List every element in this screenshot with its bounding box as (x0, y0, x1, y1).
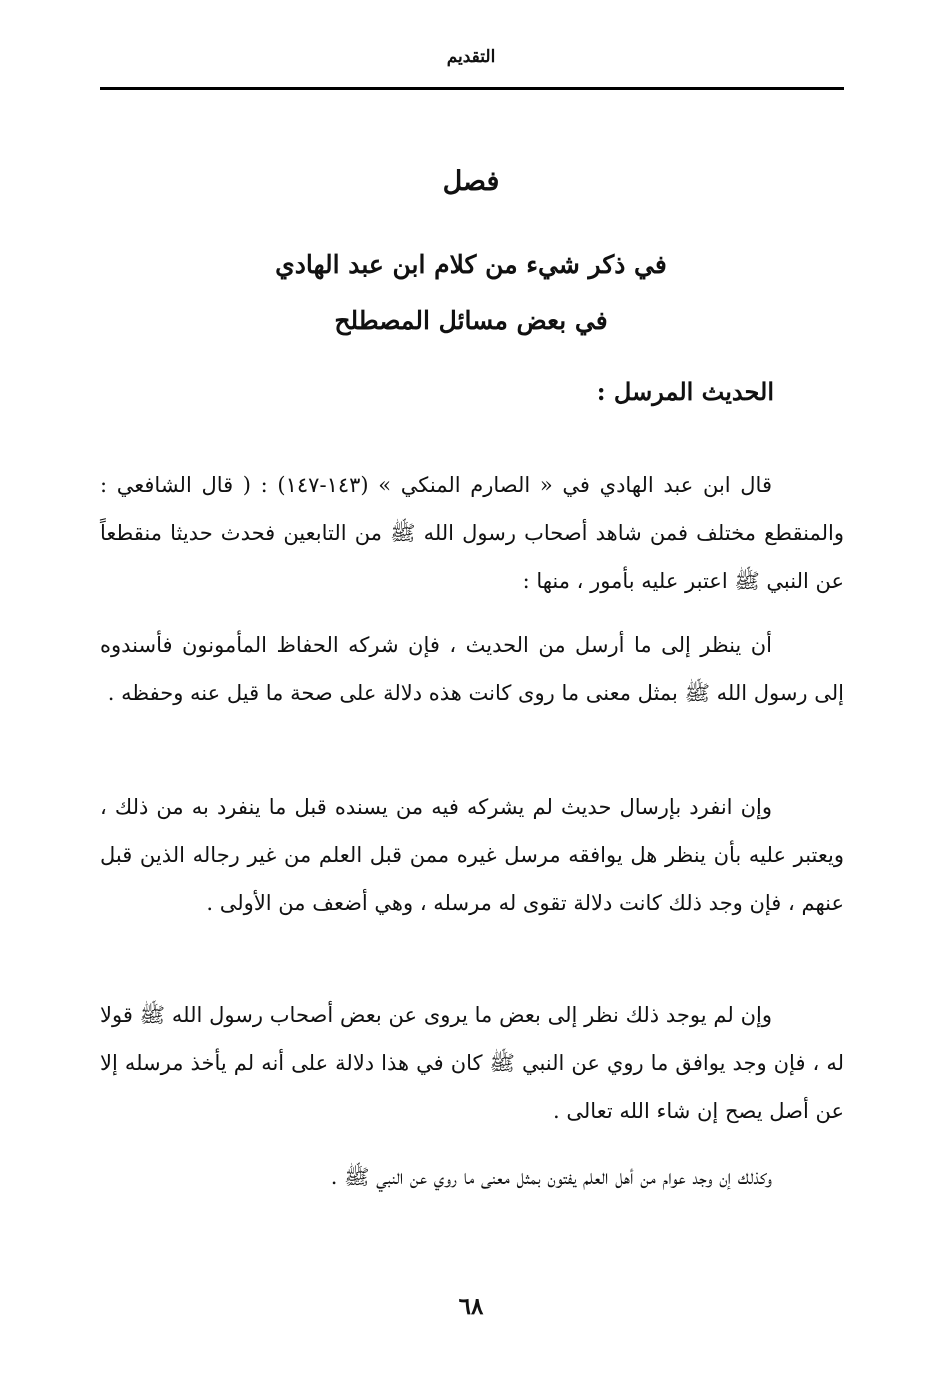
paragraph-3: وإن انفرد بإرسال حديث لم يشركه فيه من يسنده قبل ما ينفرد به من ذلك ، ويعتبر عليه بأن ينظر هل يوافقه مرسل غيره ممن قبل العلم من غير رجاله الذين قبل عنهم ، فإن وجد ذلك كانت دلالة تقوى له مرسله ، وهي أضعف من الأولى . (100, 795, 844, 915)
section-title: فصل (442, 166, 500, 197)
header-rule (100, 87, 844, 90)
subtitle-line-2: في بعض مسائل المصطلح (334, 306, 608, 335)
running-header: التقديم (446, 47, 496, 67)
paragraph-1: قال ابن عبد الهادي في « الصارم المنكي » (١٤٣-١٤٧) : ( قال الشافعي : والمنقطع مختلف فمن شاهد أصحاب رسول الله ﷺ من التابعين فحدث حديثا منقطعاً عن النبي ﷺ اعتبر عليه بأمور ، منها : (100, 473, 844, 593)
subheading-mursal-hadith: الحديث المرسل : (596, 377, 774, 406)
subtitle-line-1: في ذكر شيء من كلام ابن عبد الهادي (275, 250, 667, 279)
paragraph-4: وإن لم يوجد ذلك نظر إلى بعض ما يروى عن بعض أصحاب رسول الله ﷺ قولا له ، فإن وجد يوافق ما روي عن النبي ﷺ كان في هذا دلالة على أنه لم يأخذ مرسله إلا عن أصل يصح إن شاء الله تعالى . (100, 1003, 844, 1123)
paragraph-5: وكذلك إن وجد عوام من أهل العلم يفتون بمثل معنى ما روي عن النبي ﷺ . (330, 1165, 772, 1189)
page-number: ٦٨ (458, 1293, 484, 1320)
paragraph-2: أن ينظر إلى ما أرسل من الحديث ، فإن شركه الحفاظ المأمونون فأسندوه إلى رسول الله ﷺ بمثل معنى ما روى كانت هذه دلالة على صحة ما قيل عنه وحفظه . (100, 633, 844, 705)
